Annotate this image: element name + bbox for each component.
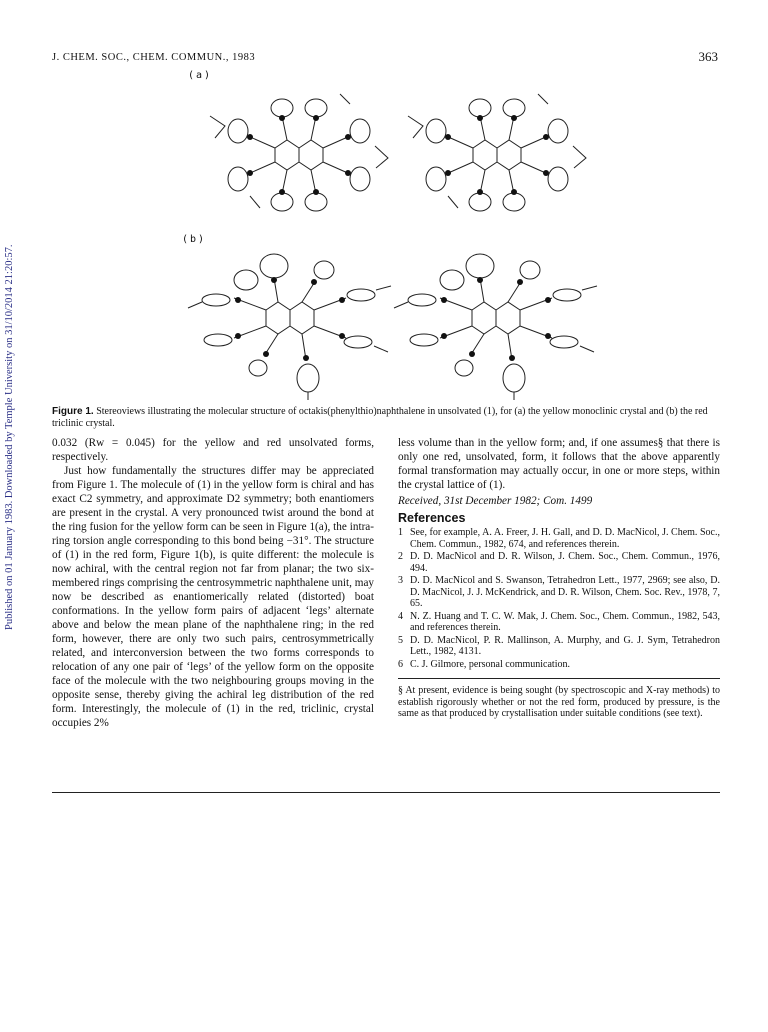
references-heading: References bbox=[398, 511, 466, 525]
page-number: 363 bbox=[698, 49, 718, 64]
page-bottom-rule bbox=[52, 792, 720, 793]
reference-item: 3 D. D. MacNicol and S. Swanson, Tetrahedron Lett., 1977, 2969; see also, D. D. MacNicol, J. J. McKendrick, and D. R. Wilson, Chem. Soc. Rev., 1978, 7, 65. bbox=[398, 575, 720, 609]
figure-caption-text: Stereoviews illustrating the molecular structure of octakis(phenylthio)naphthalene in unsolvated (1), for (a) the yellow monoclinic crystal and (b) the red triclinic crystal. bbox=[52, 406, 708, 429]
reference-item: 6 C. J. Gilmore, personal communication. bbox=[398, 658, 570, 670]
right-column bbox=[398, 436, 720, 720]
references-list bbox=[398, 527, 720, 670]
received-line: Received, 31st December 1982; Com. 1499 bbox=[398, 495, 593, 507]
left-column bbox=[52, 436, 374, 730]
running-head: J. CHEM. SOC., CHEM. COMMUN., 1983 bbox=[52, 52, 256, 63]
panel-b-label: (b) bbox=[182, 234, 207, 245]
body-paragraph: less volume than in the yellow form; and, if one assumes§ that there is only one red, unsolvated, form, it follows that the above apparently formal transformation may actually occur, in one or more steps, within the crystal lattice of (1). bbox=[398, 437, 720, 491]
footnote: § At present, evidence is being sought (by spectroscopic and X-ray methods) to establish rigorously whether or not the red form, produced by pressure, is the same as that produced by crystallisation under suitable conditions (see text). bbox=[398, 685, 720, 719]
body-paragraph: Just how fundamentally the structures differ may be appreciated from Figure 1. The molecule of (1) in the yellow form is chiral and has exact C2 symmetry, and approximate D2 symmetry; both enantiomers are present in the crystal. A very pronounced twist around the bond at the ring fusion for the yellow form can be seen in Figure 1(a), the intra-ring torsion angle corresponding to this bond being −31°. The structure of (1) in the red form, Figure 1(b), is quite different: the molecule is now achiral, with the central region not far from planar; the two six-membered rings comprising the centrosymmetric naphthalene unit, may now be described as enantiomerically related (distorted) boat conformations. In the yellow form pairs of adjacent ‘legs’ alternate above and below the mean plane of the naphthalene ring; in the red form, however, there are only two such pairs, centrosymmetrically related, and interconversion between the two forms corresponds to relocation of any one pair of ‘legs’ of the yellow form on the opposite face of the molecule with the two neighbouring groups moving in the opposite sense, thereby giving the achiral leg distribution of the red form. Interestingly, the molecule of (1) in the red, triclinic, crystal occupies 2% bbox=[52, 465, 374, 729]
figure-1a-stereoview bbox=[190, 86, 590, 214]
body-paragraph: 0.032 (Rw = 0.045) for the yellow and red unsolvated forms, respectively. bbox=[52, 437, 374, 463]
molecule-b-left bbox=[188, 254, 391, 400]
molecule-b-right bbox=[394, 254, 597, 400]
molecule-a-left bbox=[210, 94, 388, 211]
figure-caption bbox=[52, 406, 720, 430]
reference-item: 1 See, for example, A. A. Freer, J. H. Gall, and D. D. MacNicol, J. Chem. Soc., Chem. Commun., 1982, 674, and references therein. bbox=[398, 527, 720, 550]
reference-item: 5 D. D. MacNicol, P. R. Mallinson, A. Murphy, and G. J. Sym, Tetrahedron Lett., 1982, 4131. bbox=[398, 634, 720, 657]
footnote-divider bbox=[398, 678, 720, 679]
panel-a-label: (a) bbox=[188, 70, 213, 81]
reference-item: 4 N. Z. Huang and T. C. W. Mak, J. Chem. Soc., Chem. Commun., 1982, 543, and references therein. bbox=[398, 610, 720, 633]
figure-caption-label: Figure 1. bbox=[52, 406, 94, 417]
download-watermark: Published on 01 January 1983. Downloaded by Temple University on 31/10/2014 21:20:57. bbox=[4, 244, 15, 630]
molecule-a-right bbox=[408, 94, 586, 211]
figure-1b-stereoview bbox=[186, 240, 606, 402]
reference-item: 2 D. D. MacNicol and D. R. Wilson, J. Chem. Soc., Chem. Commun., 1976, 494. bbox=[398, 551, 720, 574]
